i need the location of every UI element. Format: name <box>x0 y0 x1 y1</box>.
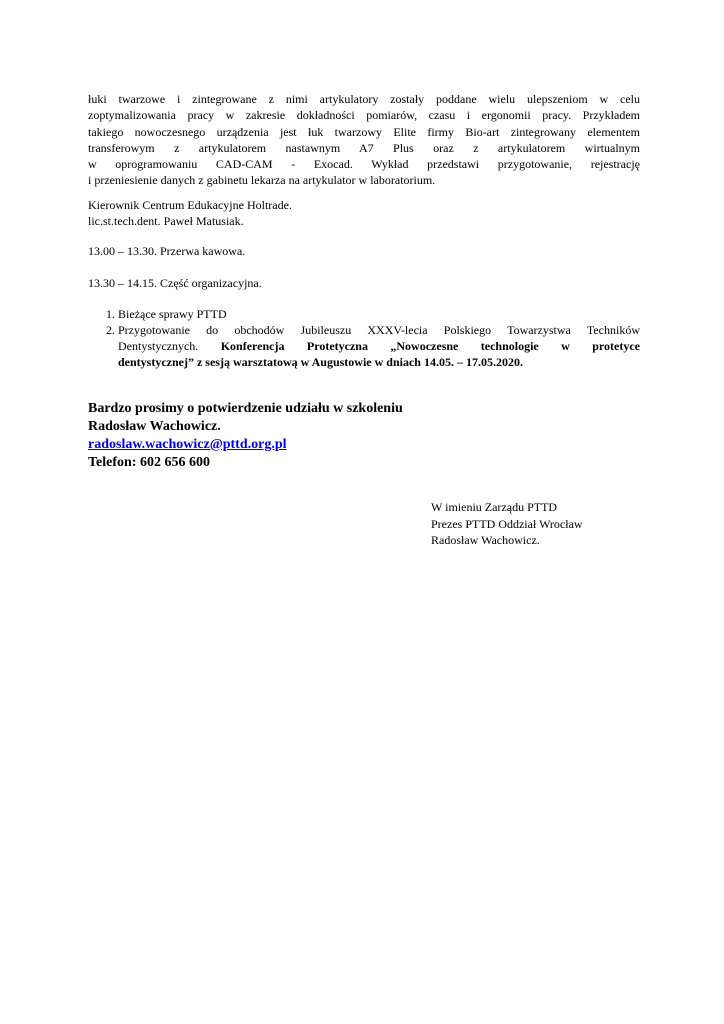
intro-line: transferowym z artykulatorem nastawnym A7 Plus oraz z artykulatorem wirtualnym <box>88 140 640 155</box>
intro-line: takiego nowoczesnego urządzenia jest łuk twarzowy Elite firmy Bio-art zintegrowany elementem <box>88 124 640 139</box>
agenda-list <box>88 306 640 370</box>
conference-title: Konferencja Protetyczna „Nowoczesne technologie w protetyce <box>220 339 640 353</box>
conference-details: dentystycznej” z sesją warsztatową w Augustowie w dniach 14.05. – 17.05.2020. <box>118 355 523 369</box>
contact-name: Radosław Wachowicz. <box>88 419 221 434</box>
agenda-item-number: 1. <box>106 307 115 321</box>
signature-block <box>431 499 583 549</box>
schedule-organizational: 13.30 – 14.15. Część organizacyjna. <box>88 276 262 290</box>
intro-line: w oprogramowaniu CAD-CAM - Exocad. Wykład przedstawi przygotowanie, rejestrację <box>88 157 640 172</box>
lecturer-name: lic.st.tech.dent. Paweł Matusiak. <box>88 214 244 228</box>
intro-line: i przeniesienie danych z gabinetu lekarza na artykulator w laboratorium. <box>88 173 436 188</box>
signature-line: Radosław Wachowicz. <box>431 533 540 547</box>
agenda-item <box>88 322 640 370</box>
intro-line: łuki twarzowe i zintegrowane z nimi artykulatory zostały poddane wielu ulepszeniom w celu <box>88 92 640 106</box>
schedule-break: 13.00 – 13.30. Przerwa kawowa. <box>88 244 246 258</box>
agenda-item-text: Bieżące sprawy PTTD <box>118 307 227 321</box>
agenda-item-text-mixed <box>118 338 640 354</box>
lecturer-role: Kierownik Centrum Edukacyjne Holtrade. <box>88 198 292 212</box>
contact-block <box>88 400 403 472</box>
agenda-item <box>88 306 640 322</box>
contact-phone: Telefon: 602 656 600 <box>88 455 210 470</box>
signature-line: Prezes PTTD Oddział Wrocław <box>431 516 583 531</box>
intro-paragraph <box>88 91 640 189</box>
agenda-item-number: 2. <box>106 323 115 337</box>
agenda-item-plain-text: Dentystycznych. <box>118 339 221 353</box>
confirmation-request: Bardzo prosimy o potwierdzenie udziału w szkoleniu <box>88 401 403 416</box>
agenda-item-text: Przygotowanie do obchodów Jubileuszu XXXV-lecia Polskiego Towarzystwa Techników <box>118 323 640 337</box>
intro-line: zoptymalizowania pracy w zakresie dokładności pomiarów, czasu i ergonomii pracy. Przykładem <box>88 108 640 123</box>
contact-email-link[interactable]: radoslaw.wachowicz@pttd.org.pl <box>88 437 287 452</box>
signature-line: W imieniu Zarządu PTTD <box>431 500 558 514</box>
